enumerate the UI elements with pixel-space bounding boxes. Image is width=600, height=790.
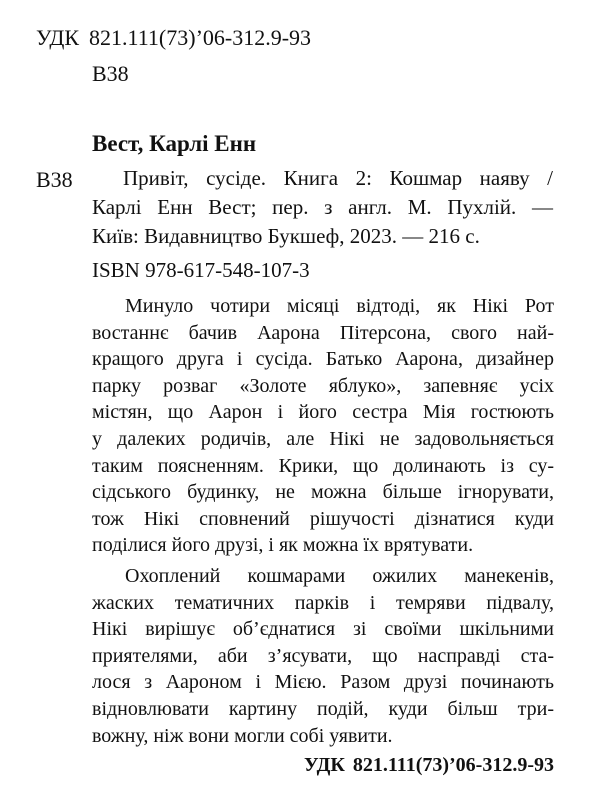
annotation-line: сідського будинку, не можна більше ігнорувати, [92,481,554,504]
biblio-line: Карлі Енн Вест; пер. з англ. М. Пухлій. — [92,195,553,219]
udk-footer-code: 821.111(73)’06-312.9-93 [352,754,554,776]
annotation-line: востаннє бачив Аарона Пітерсона, свого най- [92,321,554,344]
annotation-paragraph-2 [92,563,554,749]
annotation [92,293,554,749]
annotation-line: у далеких родичів, але Нікі не задовольняється [92,427,554,450]
annotation-line: приятелями, аби з’ясувати, що насправді ста- [92,644,554,667]
annotation-line: відновлювати картину подій, куди більш три- [92,697,554,720]
author-heading: Вест, Карлі Енн [92,131,257,156]
annotation-line: парку розваг «Золоте яблуко», запевняє усіх [92,374,554,397]
annotation-line: лося з Аароном і Мією. Разом друзі починають [92,671,554,694]
annotation-line: Охоплений кошмарами ожилих манекенів, [125,564,554,587]
udk-footer [304,752,554,778]
author-mark: В38 [36,167,73,192]
annotation-line: кращого друга і сусіда. Батько Аарона, дизайнер [92,348,554,371]
annotation-line: вожну, ніж вони могли собі уявити. [92,724,393,747]
isbn: ISBN 978-617-548-107-3 [92,258,310,282]
udk-code: 821.111(73)’06-312.9-93 [89,25,312,50]
annotation-line: таким поясненням. Крики, що долинають із су- [92,454,554,477]
annotation-line: поділися його друзі, і як можна їх врятувати. [92,534,474,557]
bibliographic-description [92,164,553,251]
biblio-line: Київ: Видавництво Букшеф, 2023. — 216 с. [92,224,480,248]
udk-label: УДК [36,25,80,50]
annotation-line: Минуло чотири місяці відтоді, як Нікі Рот [125,295,554,317]
annotation-line: Нікі вирішує об’єднатися зі своїми шкільними [92,618,554,641]
annotation-line: жаских тематичних парків і темряви підвалу, [92,591,554,614]
udk-header [36,24,311,52]
bbk-code: В38 [92,61,129,86]
biblio-line: Привіт, сусіде. Книга 2: Кошмар наяву / [123,166,553,190]
annotation-paragraph-1 [92,293,554,559]
annotation-line: містян, що Аарон і його сестра Мія гостюють [92,401,554,424]
annotation-line: тож Нікі сповнений рішучості дізнатися куди [92,507,554,530]
udk-footer-label: УДК [303,754,345,776]
